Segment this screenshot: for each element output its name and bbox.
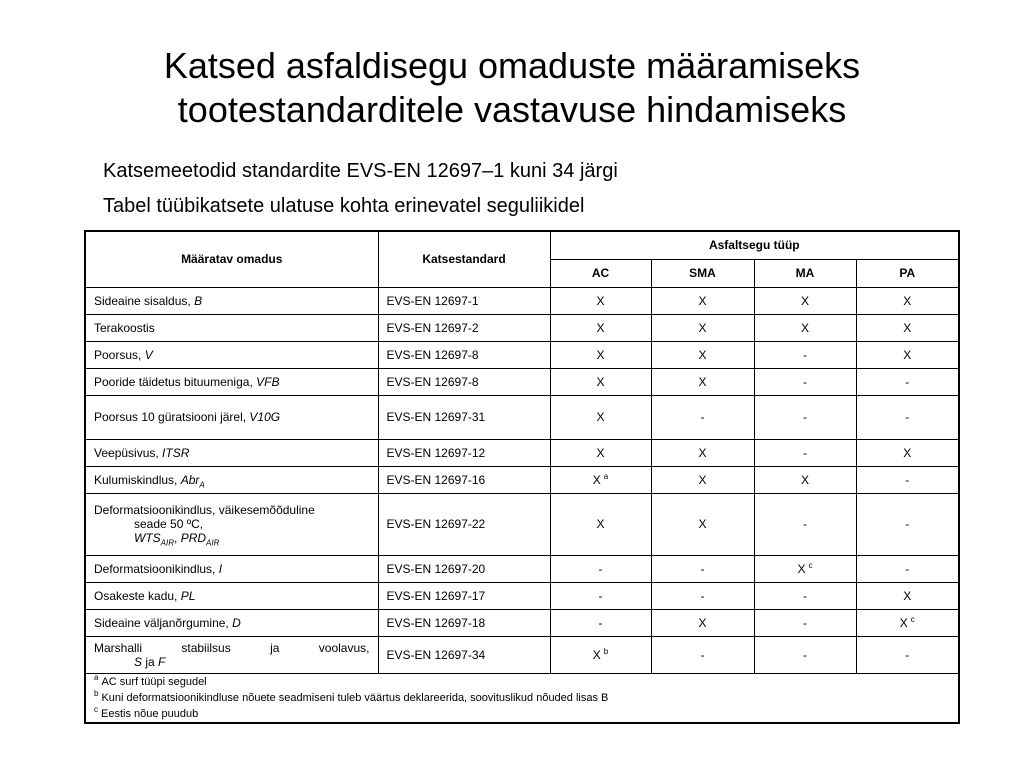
footnote-ref: b bbox=[603, 646, 609, 656]
property-text: ja bbox=[142, 654, 159, 669]
table-row bbox=[85, 287, 959, 314]
property-text: Osakeste kadu, bbox=[94, 588, 181, 603]
header-type-pa: PA bbox=[856, 259, 959, 287]
value-mark: X bbox=[800, 320, 809, 335]
table-row bbox=[85, 466, 959, 493]
property-text: Pooride täidetus bituumeniga, bbox=[94, 374, 257, 389]
property-text: , bbox=[174, 531, 181, 545]
value-cell-sma bbox=[651, 466, 754, 493]
value-cell-ac bbox=[550, 636, 651, 673]
property-symbol: F bbox=[158, 654, 166, 669]
property-cell bbox=[85, 609, 378, 636]
value-cell-sma bbox=[651, 287, 754, 314]
property-symbol: ITSR bbox=[162, 445, 190, 460]
value-mark: - bbox=[700, 647, 705, 662]
value-cell-pa bbox=[856, 439, 959, 466]
standard-cell: EVS-EN 12697-12 bbox=[378, 439, 550, 466]
value-mark: - bbox=[803, 517, 807, 531]
value-cell-sma bbox=[651, 314, 754, 341]
value-mark: - bbox=[905, 472, 910, 487]
standard-cell: EVS-EN 12697-2 bbox=[378, 314, 550, 341]
standard-cell: EVS-EN 12697-17 bbox=[378, 582, 550, 609]
value-cell-ma bbox=[754, 466, 856, 493]
value-cell-ma bbox=[754, 439, 856, 466]
property-text: Deformatsioonikindlus, väikesemõõduline bbox=[94, 503, 315, 517]
value-mark: X bbox=[903, 293, 912, 308]
property-text: Veepüsivus, bbox=[94, 445, 163, 460]
property-text: Deformatsioonikindlus, bbox=[94, 561, 219, 576]
value-cell-sma bbox=[651, 439, 754, 466]
standard-cell: EVS-EN 12697-16 bbox=[378, 466, 550, 493]
value-cell-sma bbox=[651, 493, 754, 555]
property-symbol: WTS bbox=[134, 531, 161, 545]
value-cell-sma bbox=[651, 368, 754, 395]
slide-title bbox=[0, 44, 1024, 132]
property-symbol-subscript: A bbox=[199, 479, 205, 489]
value-mark: X bbox=[698, 517, 707, 531]
value-mark: - bbox=[700, 588, 705, 603]
value-mark: X bbox=[698, 293, 707, 308]
value-cell-ac bbox=[550, 395, 651, 439]
value-mark: - bbox=[905, 647, 910, 662]
property-word: voolavus, bbox=[318, 640, 370, 655]
footnote-mark: c bbox=[94, 704, 98, 714]
value-mark: - bbox=[598, 615, 603, 630]
table-row bbox=[85, 609, 959, 636]
property-cell bbox=[85, 395, 378, 439]
value-mark: X bbox=[800, 293, 809, 308]
table-row bbox=[85, 636, 959, 673]
footnote bbox=[94, 674, 950, 690]
value-cell-sma bbox=[651, 582, 754, 609]
standard-cell: EVS-EN 12697-22 bbox=[378, 493, 550, 555]
type-test-table bbox=[84, 230, 960, 724]
table-row bbox=[85, 314, 959, 341]
value-cell-ac bbox=[550, 314, 651, 341]
property-text: Poorsus 10 güratsiooni järel, bbox=[94, 410, 250, 424]
value-mark: X bbox=[698, 320, 707, 335]
subtitle-methods: Katsemeetodid standardite EVS-EN 12697–1 kuni 34 järgi bbox=[103, 160, 618, 182]
property-cell bbox=[85, 287, 378, 314]
property-cell bbox=[85, 555, 378, 582]
property-cell bbox=[85, 439, 378, 466]
value-cell-ac bbox=[550, 439, 651, 466]
footnote bbox=[94, 706, 950, 722]
value-mark: X bbox=[592, 647, 601, 662]
property-cell bbox=[85, 582, 378, 609]
table-row bbox=[85, 582, 959, 609]
standard-cell: EVS-EN 12697-8 bbox=[378, 341, 550, 368]
property-word: Marshalli bbox=[94, 640, 143, 655]
property-word: stabiilsus bbox=[181, 640, 231, 655]
property-symbol: I bbox=[218, 561, 223, 576]
standard-cell: EVS-EN 12697-31 bbox=[378, 395, 550, 439]
value-cell-sma bbox=[651, 341, 754, 368]
value-mark: X bbox=[698, 374, 707, 389]
value-mark: - bbox=[803, 615, 807, 630]
value-cell-ma bbox=[754, 287, 856, 314]
property-text: Kulumiskindlus, bbox=[94, 472, 181, 487]
value-cell-pa bbox=[856, 341, 959, 368]
value-cell-sma bbox=[651, 395, 754, 439]
value-mark: X bbox=[698, 445, 707, 460]
table-row bbox=[85, 395, 959, 439]
value-mark: X bbox=[903, 320, 912, 335]
property-symbol-subscript: AIR bbox=[160, 538, 175, 548]
property-cell bbox=[85, 314, 378, 341]
property-symbol: D bbox=[232, 615, 241, 630]
footnote-ref: a bbox=[603, 471, 609, 481]
value-mark: X bbox=[698, 472, 707, 487]
footnote-text: AC surf tüüpi segudel bbox=[101, 675, 207, 688]
value-mark: - bbox=[598, 561, 603, 576]
value-cell-ma bbox=[754, 368, 856, 395]
property-text: Sideaine sisaldus, bbox=[94, 293, 195, 308]
value-mark: X bbox=[903, 347, 912, 362]
header-property: Määratav omadus bbox=[85, 231, 378, 287]
footnote-mark: b bbox=[94, 688, 99, 698]
value-mark: X bbox=[903, 588, 912, 603]
value-mark: X bbox=[698, 347, 707, 362]
value-cell-ac bbox=[550, 609, 651, 636]
property-symbol: B bbox=[194, 293, 203, 308]
header-mix-type: Asfaltsegu tüüp bbox=[550, 231, 959, 259]
value-mark: - bbox=[905, 374, 910, 389]
property-text: seade 50 ºC, bbox=[134, 517, 204, 531]
footnote-text: Eestis nõue puudub bbox=[101, 707, 199, 720]
value-mark: X bbox=[596, 347, 605, 362]
standard-cell: EVS-EN 12697-8 bbox=[378, 368, 550, 395]
value-mark: - bbox=[598, 588, 603, 603]
value-mark: - bbox=[803, 410, 807, 424]
standard-cell: EVS-EN 12697-18 bbox=[378, 609, 550, 636]
value-cell-sma bbox=[651, 609, 754, 636]
value-cell-pa bbox=[856, 368, 959, 395]
value-cell-ac bbox=[550, 368, 651, 395]
value-cell-sma bbox=[651, 636, 754, 673]
value-cell-ma bbox=[754, 314, 856, 341]
table-row bbox=[85, 493, 959, 555]
value-mark: - bbox=[803, 588, 807, 603]
footnote-mark: a bbox=[94, 672, 99, 682]
standard-cell: EVS-EN 12697-20 bbox=[378, 555, 550, 582]
property-cell bbox=[85, 368, 378, 395]
value-cell-pa bbox=[856, 395, 959, 439]
footnote-text: Kuni deformatsioonikindluse nõuete seadmiseni tuleb väärtus deklareerida, soovituslikud nõuded lisas B bbox=[101, 691, 609, 704]
slide-title-line-1: Katsed asfaldisegu omaduste määramiseks bbox=[163, 45, 861, 86]
property-cell bbox=[85, 341, 378, 368]
value-mark: - bbox=[905, 517, 910, 531]
value-cell-ac bbox=[550, 493, 651, 555]
property-symbol: Abr bbox=[180, 472, 200, 487]
property-text: Poorsus, bbox=[94, 347, 145, 362]
value-cell-sma bbox=[651, 555, 754, 582]
value-mark: - bbox=[803, 374, 807, 389]
table-row bbox=[85, 368, 959, 395]
value-cell-pa bbox=[856, 287, 959, 314]
header-standard: Katsestandard bbox=[378, 231, 550, 287]
value-mark: X bbox=[596, 293, 605, 308]
value-cell-pa bbox=[856, 466, 959, 493]
value-mark: - bbox=[700, 410, 705, 424]
value-mark: X bbox=[899, 615, 908, 630]
table-row bbox=[85, 439, 959, 466]
standard-cell: EVS-EN 12697-1 bbox=[378, 287, 550, 314]
value-mark: X bbox=[596, 374, 605, 389]
slide-title-line-2: tootestandarditele vastavuse hindamiseks bbox=[177, 89, 847, 130]
value-cell-pa bbox=[856, 314, 959, 341]
header-type-ac: AC bbox=[550, 259, 651, 287]
header-type-sma: SMA bbox=[651, 259, 754, 287]
footnote-ref: c bbox=[808, 560, 813, 570]
property-word: ja bbox=[270, 640, 280, 655]
value-cell-ac bbox=[550, 466, 651, 493]
value-cell-ac bbox=[550, 287, 651, 314]
table-row bbox=[85, 341, 959, 368]
value-mark: X bbox=[596, 410, 605, 424]
value-cell-pa bbox=[856, 636, 959, 673]
property-symbol-subscript: AIR bbox=[206, 538, 220, 548]
value-mark: - bbox=[803, 445, 807, 460]
value-mark: X bbox=[800, 472, 809, 487]
value-mark: - bbox=[905, 410, 910, 424]
property-symbol: PRD bbox=[180, 531, 207, 545]
footnote-ref: c bbox=[910, 614, 915, 624]
value-cell-pa bbox=[856, 493, 959, 555]
value-cell-pa bbox=[856, 582, 959, 609]
property-symbol: V10G bbox=[249, 410, 281, 424]
footnote bbox=[94, 690, 950, 706]
property-symbol: S bbox=[134, 654, 143, 669]
value-mark: X bbox=[903, 445, 912, 460]
value-cell-ac bbox=[550, 555, 651, 582]
value-cell-ma bbox=[754, 341, 856, 368]
value-cell-ma bbox=[754, 636, 856, 673]
value-mark: - bbox=[803, 647, 807, 662]
property-symbol: V bbox=[144, 347, 153, 362]
property-symbol: PL bbox=[180, 588, 196, 603]
footnotes bbox=[85, 673, 959, 723]
property-symbol: VFB bbox=[256, 374, 280, 389]
value-mark: X bbox=[596, 320, 605, 335]
value-cell-ma bbox=[754, 582, 856, 609]
subtitle-table-caption: Tabel tüübikatsete ulatuse kohta erinevatel seguliikidel bbox=[103, 195, 585, 217]
header-type-ma: MA bbox=[754, 259, 856, 287]
value-mark: - bbox=[803, 347, 807, 362]
value-cell-pa bbox=[856, 555, 959, 582]
value-cell-ma bbox=[754, 395, 856, 439]
value-cell-pa bbox=[856, 609, 959, 636]
value-cell-ac bbox=[550, 341, 651, 368]
value-cell-ma bbox=[754, 609, 856, 636]
value-cell-ac bbox=[550, 582, 651, 609]
table-row bbox=[85, 555, 959, 582]
value-cell-ma bbox=[754, 493, 856, 555]
property-text: Terakoostis bbox=[94, 320, 155, 335]
value-mark: X bbox=[592, 472, 601, 487]
value-cell-ma bbox=[754, 555, 856, 582]
property-cell bbox=[85, 636, 378, 673]
property-text: Sideaine väljanõrgumine, bbox=[94, 615, 233, 630]
value-mark: - bbox=[905, 561, 910, 576]
value-mark: X bbox=[596, 517, 605, 531]
value-mark: X bbox=[596, 445, 605, 460]
property-cell bbox=[85, 466, 378, 493]
value-mark: - bbox=[700, 561, 705, 576]
value-mark: X bbox=[797, 561, 806, 576]
footnotes-row bbox=[85, 673, 959, 723]
value-mark: X bbox=[698, 615, 707, 630]
property-cell bbox=[85, 493, 378, 555]
standard-cell: EVS-EN 12697-34 bbox=[378, 636, 550, 673]
